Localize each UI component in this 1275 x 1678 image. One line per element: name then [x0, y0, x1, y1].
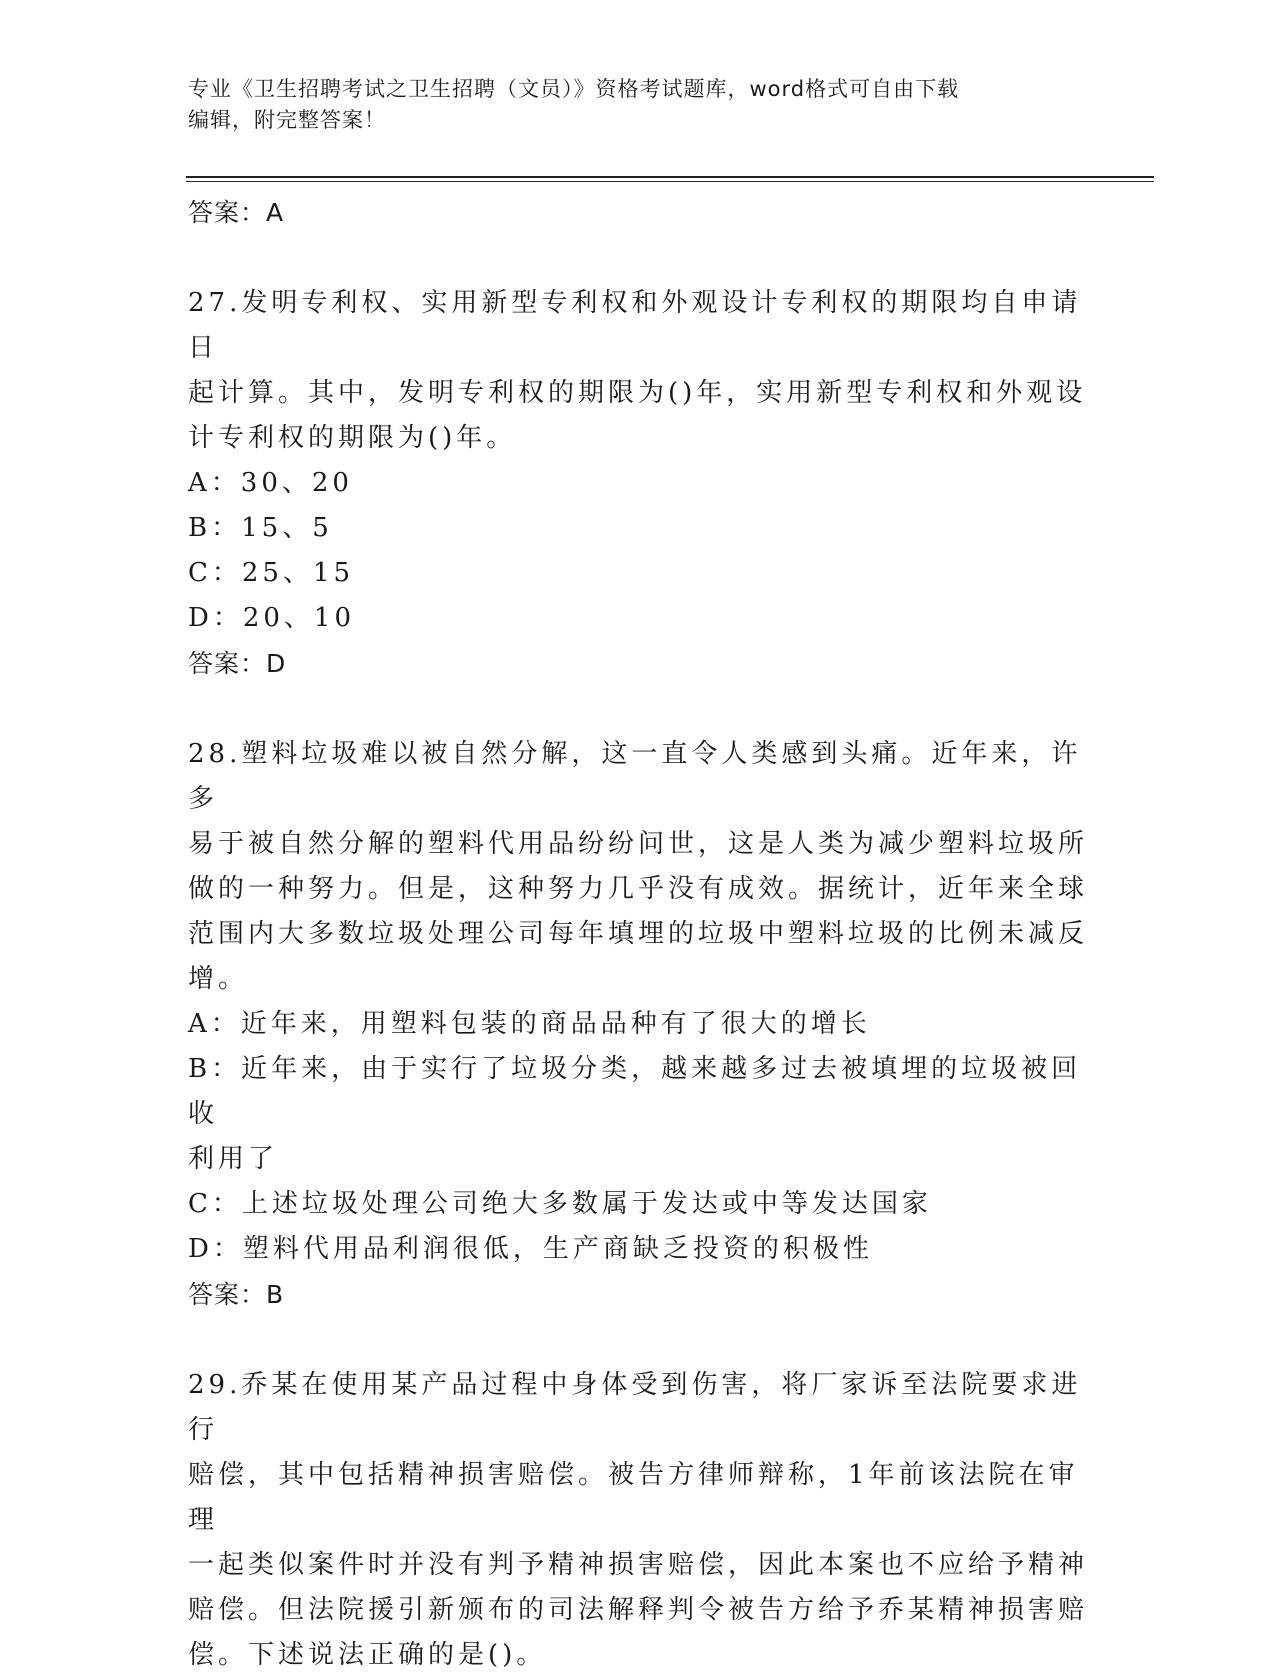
spacer [188, 235, 1088, 281]
question-text-line: 29.乔某在使用某产品过程中身体受到伤害，将厂家诉至法院要求进行 [188, 1370, 1082, 1445]
option-d: D：塑料代用品利润很低，生产商缺乏投资的积极性 [188, 1234, 873, 1264]
question-text [188, 281, 1088, 461]
question-text-line: 计专利权的期限为()年。 [188, 423, 517, 453]
page-header [188, 74, 1088, 136]
option-c: C：25、15 [188, 558, 355, 588]
header-divider-thin [186, 181, 1154, 182]
answer-27: 答案：D [188, 649, 287, 678]
question-text-line: 增。 [188, 964, 249, 994]
spacer [188, 1317, 1088, 1363]
option-b: B：15、5 [188, 513, 333, 543]
question-28 [188, 732, 1088, 1317]
question-text-line: 赔偿，其中包括精神损害赔偿。被告方律师辩称，1年前该法院在审理 [188, 1460, 1079, 1535]
question-text-line: 一起类似案件时并没有判予精神损害赔偿，因此本案也不应给予精神 [188, 1550, 1089, 1580]
question-text [188, 1363, 1088, 1678]
question-text-line: 范围内大多数垃圾处理公司每年填埋的垃圾中塑料垃圾的比例未减反 [188, 919, 1089, 949]
previous-answer: 答案：A [188, 198, 285, 227]
header-divider [186, 176, 1154, 178]
question-content [188, 190, 1088, 1678]
option-d: D：20、10 [188, 603, 356, 633]
question-text-line: 起计算。其中，发明专利权的期限为()年，实用新型专利权和外观设 [188, 378, 1087, 408]
option-c: C：上述垃圾处理公司绝大多数属于发达或中等发达国家 [188, 1189, 932, 1219]
option-a: A：近年来，用塑料包装的商品品种有了很大的增长 [188, 1009, 871, 1039]
option-b-continued: 利用了 [188, 1144, 279, 1174]
spacer [188, 686, 1088, 732]
header-line-2: 编辑，附完整答案！ [188, 108, 386, 132]
question-text-line: 27.发明专利权、实用新型专利权和外观设计专利权的期限均自申请日 [188, 288, 1082, 363]
option-b: B：近年来，由于实行了垃圾分类，越来越多过去被填埋的垃圾被回收 [188, 1054, 1082, 1129]
question-text [188, 732, 1088, 1002]
question-text-line: 易于被自然分解的塑料代用品纷纷问世，这是人类为减少塑料垃圾所 [188, 829, 1089, 859]
answer-28: 答案：B [188, 1280, 285, 1309]
question-text-line: 28.塑料垃圾难以被自然分解，这一直令人类感到头痛。近年来，许多 [188, 739, 1082, 814]
header-line-1: 专业《卫生招聘考试之卫生招聘（文员）》资格考试题库，word格式可自由下载 [188, 77, 960, 101]
question-29 [188, 1363, 1088, 1678]
question-27 [188, 281, 1088, 686]
question-text-line: 偿。下述说法正确的是()。 [188, 1640, 547, 1670]
question-text-line: 做的一种努力。但是，这种努力几乎没有成效。据统计，近年来全球 [188, 874, 1089, 904]
question-text-line: 赔偿。但法院援引新颁布的司法解释判令被告方给予乔某精神损害赔 [188, 1595, 1089, 1625]
option-a: A：30、20 [188, 468, 353, 498]
